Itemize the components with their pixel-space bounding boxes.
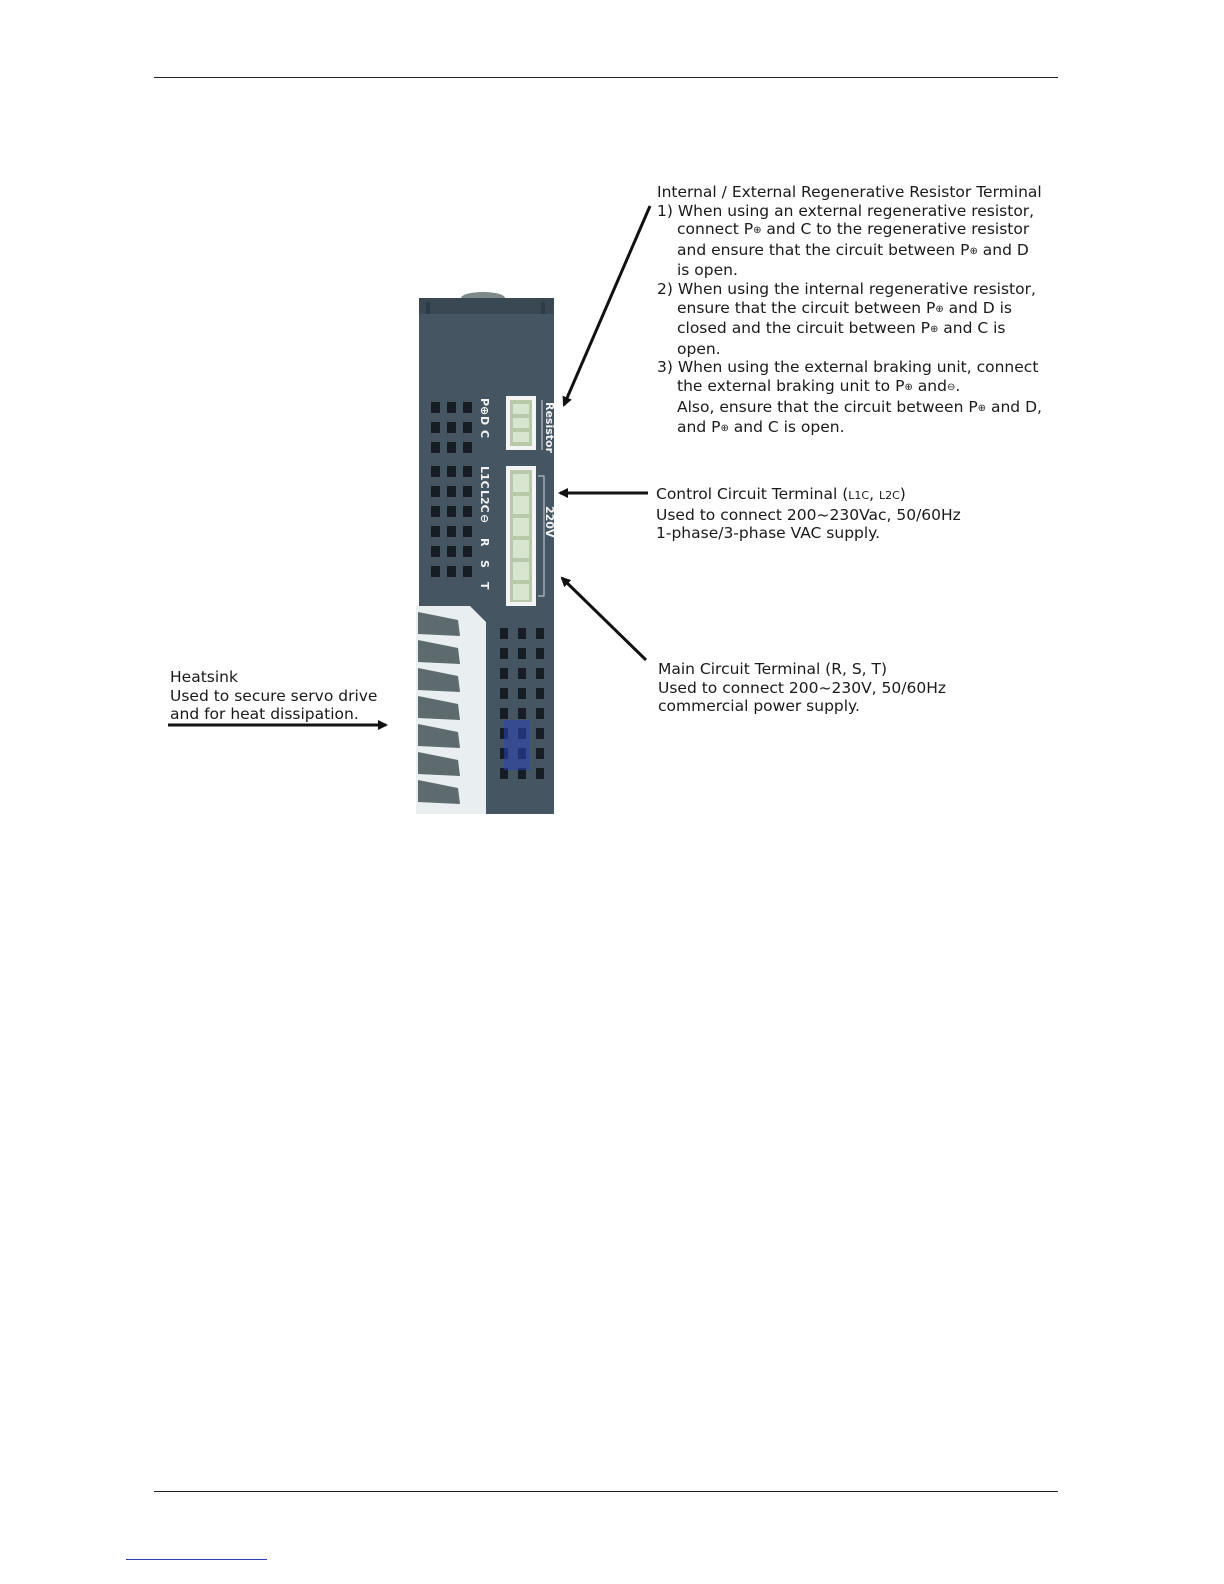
regen-line-6: ensure that the circuit between P⊕ and D is (677, 298, 1012, 317)
regen-line-2: connect P⊕ and C to the regenerative resistor (677, 220, 1030, 239)
resistor-terminal-connector (506, 396, 536, 450)
heatsink-callout (170, 668, 377, 724)
blue-reflection (504, 720, 530, 770)
regen-line-9: 3) When using the external braking unit, connect (657, 358, 1039, 377)
main-line-2: Used to connect 200~230V, 50/60Hz (658, 678, 946, 697)
control-line-3: 1-phase/3-phase VAC supply. (656, 524, 881, 543)
vent-grid-left (431, 402, 472, 577)
regen-line-3: and ensure that the circuit between P⊕ and D (677, 240, 1029, 259)
regen-resistor-callout (657, 183, 1042, 439)
terminal-label-l2c: L2C (478, 490, 491, 513)
footer-link-underline (126, 1559, 267, 1560)
main-arrow (562, 578, 646, 660)
terminal-label-p: P⊕ (478, 398, 491, 416)
heatsink-line-2: Used to secure servo drive (170, 686, 378, 705)
terminal-label-ground: ⊖ (478, 514, 491, 524)
heatsink-line-3: and for heat dissipation. (170, 705, 359, 724)
regen-title: Internal / External Regenerative Resistor Terminal (657, 183, 1042, 201)
heatsink (416, 606, 486, 814)
terminal-label-c: C (478, 430, 491, 439)
main-terminal-connector (506, 466, 536, 606)
control-line-2: Used to connect 200~230Vac, 50/60Hz (656, 505, 961, 524)
control-circuit-callout (656, 485, 961, 543)
terminal-label-t: T (478, 582, 491, 590)
control-title: Control Circuit Terminal (L1C, L2C) (656, 485, 906, 503)
regen-line-12: and P⊕ and C is open. (677, 418, 845, 437)
regen-line-10: the external braking unit to P⊕ and⊖. (677, 376, 961, 395)
resistor-label: Resistor (543, 402, 556, 454)
terminal-label-s: S (478, 560, 491, 568)
terminal-label-r: R (478, 538, 491, 547)
heatsink-title: Heatsink (170, 668, 238, 686)
regen-line-4: is open. (677, 261, 738, 280)
main-circuit-callout (658, 660, 946, 716)
terminal-label-l1c: L1C (478, 466, 491, 489)
footer-rule (154, 1491, 1058, 1492)
regen-line-5: 2) When using the internal regenerative resistor, (657, 279, 1036, 298)
regen-arrow (564, 206, 650, 405)
regen-line-11: Also, ensure that the circuit between P⊕ and D, (677, 397, 1042, 416)
main-title: Main Circuit Terminal (R, S, T) (658, 660, 888, 678)
terminal-label-d: D (478, 416, 491, 426)
regen-line-1: 1) When using an external regenerative resistor, (657, 201, 1035, 220)
regen-line-7: closed and the circuit between P⊕ and C is (677, 319, 1006, 338)
main-line-3: commercial power supply. (658, 697, 860, 716)
voltage-label: 220V (543, 506, 556, 538)
regen-line-8: open. (677, 339, 721, 358)
